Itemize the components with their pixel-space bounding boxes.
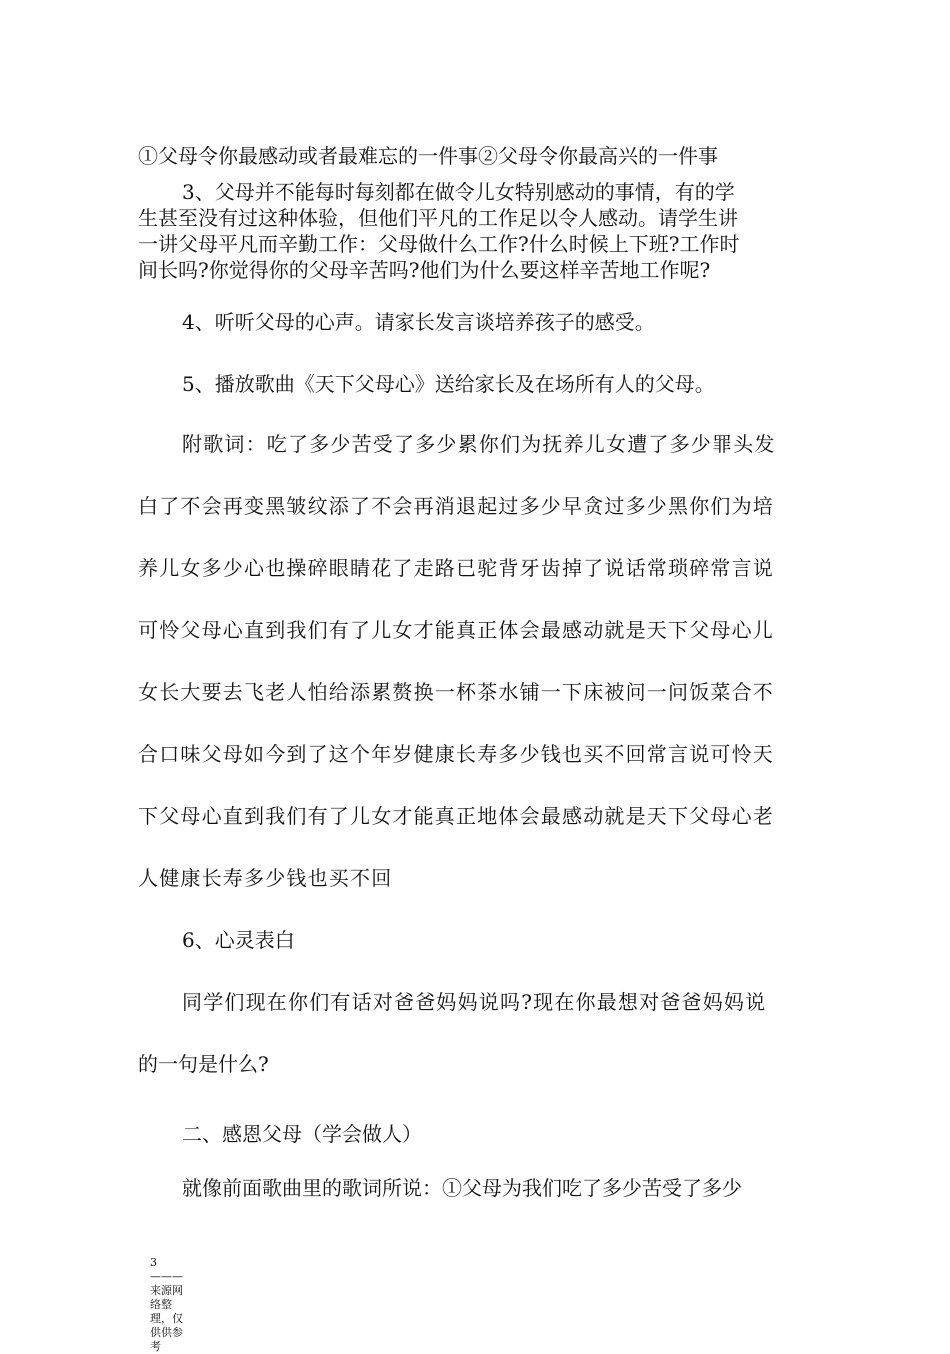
section-heading: 二、感恩父母（学会做人） — [182, 1122, 422, 1146]
text-line: 5、播放歌曲《天下父母心》送给家长及在场所有人的父母。 — [182, 372, 715, 396]
text-line: 3、父母并不能每时每刻都在做令儿女特别感动的事情，有的学 — [182, 180, 735, 204]
text-line: 合口味父母如今到了这个年岁健康长寿多少钱也买不回常言说可怜天 — [138, 742, 774, 766]
text-line: 养儿女多少心也操碎眼睛花了走路已驼背牙齿掉了说话常琐碎常言说 — [138, 556, 774, 580]
text-line: 附歌词：吃了多少苦受了多少累你们为抚养儿女遭了多少罪头发 — [182, 432, 776, 456]
text-line: 间长吗?你觉得你的父母辛苦吗?他们为什么要这样辛苦地工作呢? — [138, 258, 711, 282]
text-line: 就像前面歌曲里的歌词所说：①父母为我们吃了多少苦受了多少 — [182, 1176, 742, 1200]
text-line: 下父母心直到我们有了儿女才能真正地体会最感动就是天下父母心老 — [138, 804, 774, 828]
text-line: 生甚至没有过这种体验，但他们平凡的工作足以令人感动。请学生讲 — [138, 206, 738, 230]
page-footer: 3———来源网络整理，仅供供参考 — [150, 1256, 183, 1353]
text-line: 人健康长寿多少钱也买不回 — [138, 866, 393, 890]
text-line: 同学们现在你们有话对爸爸妈妈说吗?现在你最想对爸爸妈妈说 — [182, 990, 767, 1014]
text-line: 可怜父母心直到我们有了儿女才能真正体会最感动就是天下父母心儿 — [138, 618, 774, 642]
text-line: 白了不会再变黑皱纹添了不会再消退起过多少早贪过多少黑你们为培 — [138, 494, 774, 518]
text-line: 的一句是什么? — [138, 1052, 269, 1076]
text-line: 6、心灵表白 — [182, 928, 295, 952]
text-line: ①父母令你最感动或者最难忘的一件事②父母令你最高兴的一件事 — [138, 144, 718, 168]
text-line: 女长大要去飞老人怕给添累赘换一杯茶水铺一下床被问一问饭菜合不 — [138, 680, 774, 704]
text-line: 一讲父母平凡而辛勤工作：父母做什么工作?什么时候上下班?工作时 — [138, 232, 740, 256]
text-line: 4、听听父母的心声。请家长发言谈培养孩子的感受。 — [182, 310, 655, 334]
